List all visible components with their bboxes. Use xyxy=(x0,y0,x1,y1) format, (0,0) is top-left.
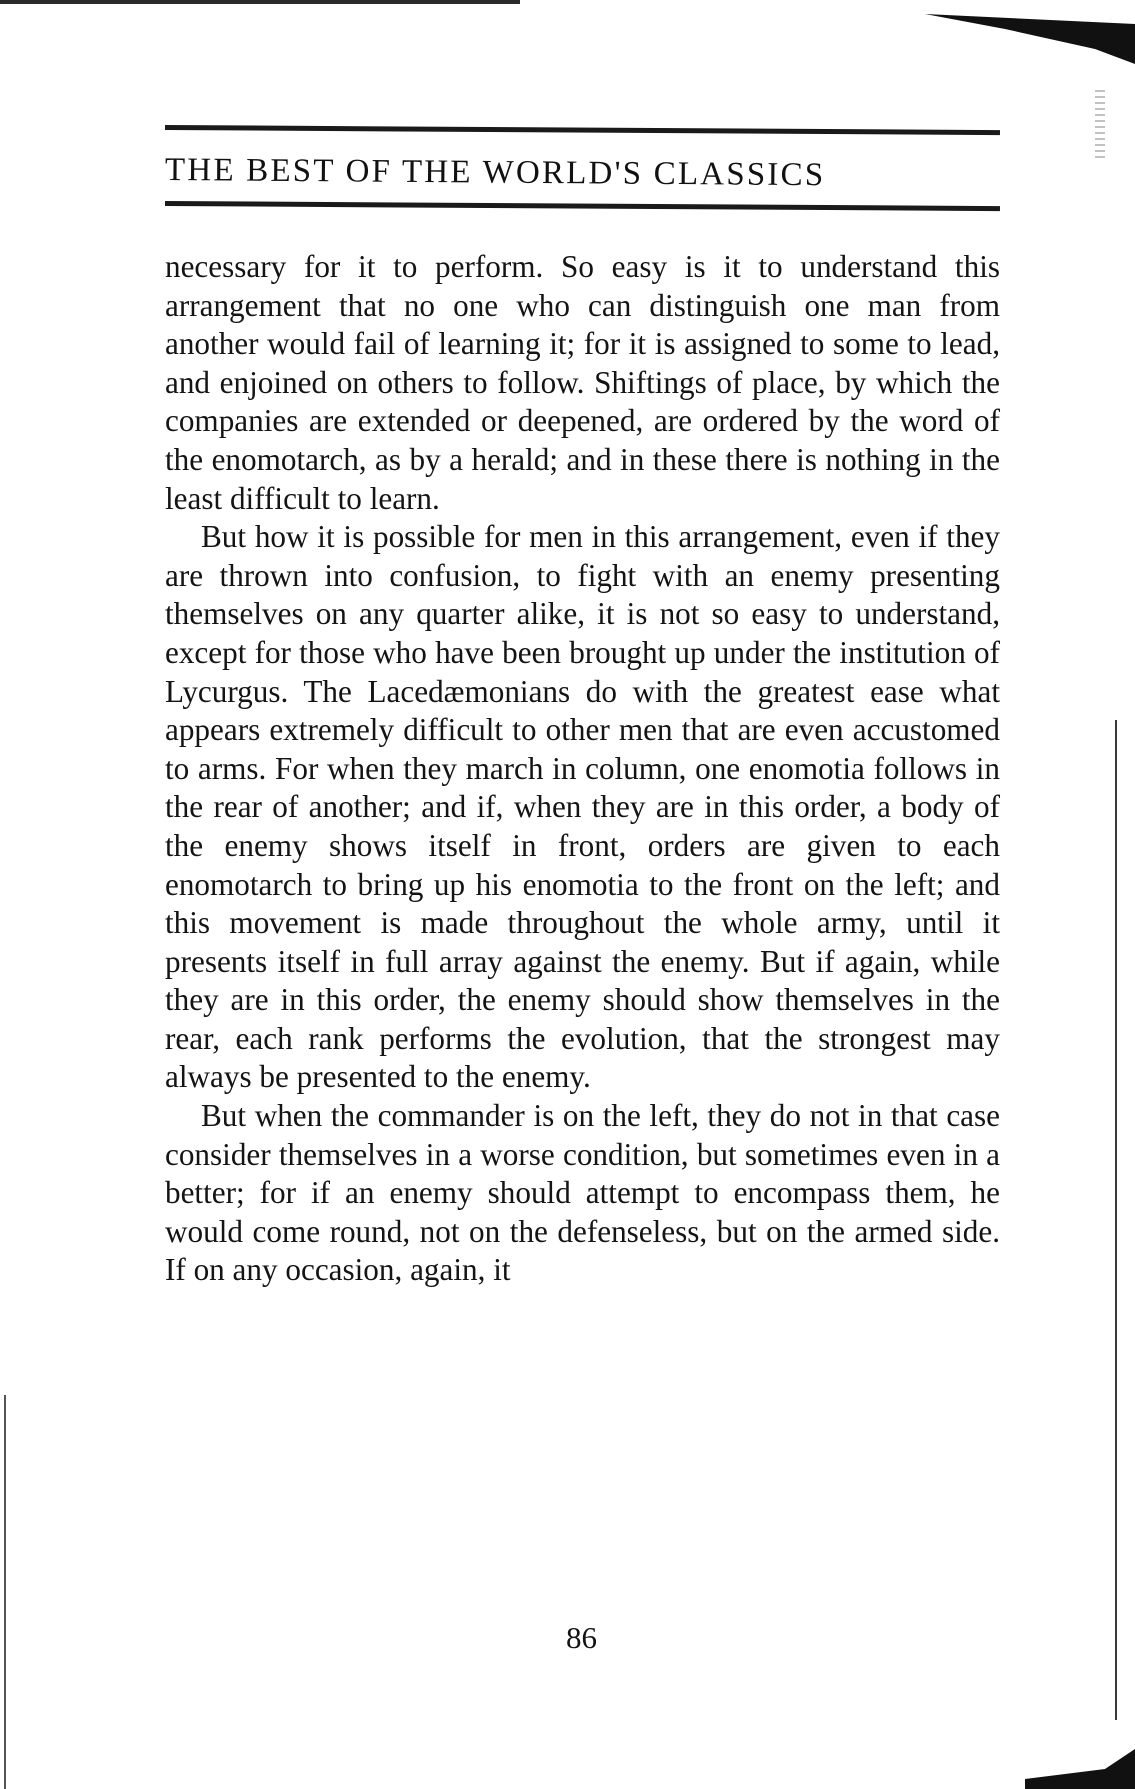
body-text xyxy=(165,248,1000,1290)
page-edge-shadow xyxy=(0,0,520,4)
page-corner-shadow xyxy=(885,4,1135,64)
scan-artifact xyxy=(1095,90,1105,160)
page-edge-line xyxy=(1115,720,1117,1720)
running-head: THE BEST OF THE WORLD'S CLASSICS xyxy=(164,152,826,194)
page-corner-shadow-shape xyxy=(1025,1749,1135,1789)
header-rule-bottom xyxy=(165,201,1000,211)
page-edge-line xyxy=(4,1395,6,1789)
header-rule-top xyxy=(165,125,1000,135)
page-number: 86 xyxy=(566,1620,597,1655)
paragraph: necessary for it to perform. So easy is it to understand this arrangement that no one who can distinguish one man from another would fail of learning it; for it is assigned to some to lead, and enjoined on others to follow. Shiftings of place, by which the companies are extended or deepened, are ordered by the word of the enomotarch, as by a herald; and in these there is nothing in the least difficult to learn. xyxy=(165,249,1000,516)
paragraph: But when the commander is on the left, they do not in that case consider themselves in a worse condition, but sometimes even in a better; for if an enemy should attempt to encompass them, he would come round, not on the defenseless, but on the armed side. If on any occasion, again, it xyxy=(165,1098,1000,1288)
page-corner-shadow-shape xyxy=(925,14,1135,64)
paragraph: But how it is possible for men in this arrangement, even if they are thrown into confusion, to fight with an enemy presenting themselves on any quarter alike, it is not so easy to understand, except for those who have been brought up under the institution of Lycurgus. The Lacedæmonians do with the greatest ease what appears extremely difficult to other men that are even accustomed to arms. For when they march in column, one enomotia follows in the rear of another; and if, when they are in this order, a body of the enemy shows itself in front, orders are given to each enomotarch to bring up his enomotia to the front on the left; and this movement is made throughout the whole army, until it presents itself in full array against the enemy. But if again, while they are in this order, the enemy should show themselves in the rear, each rank performs the evolution, that the strongest may always be presented to the enemy. xyxy=(165,519,1000,1095)
page-corner-shadow xyxy=(1025,1749,1135,1789)
page-header xyxy=(165,125,1000,206)
